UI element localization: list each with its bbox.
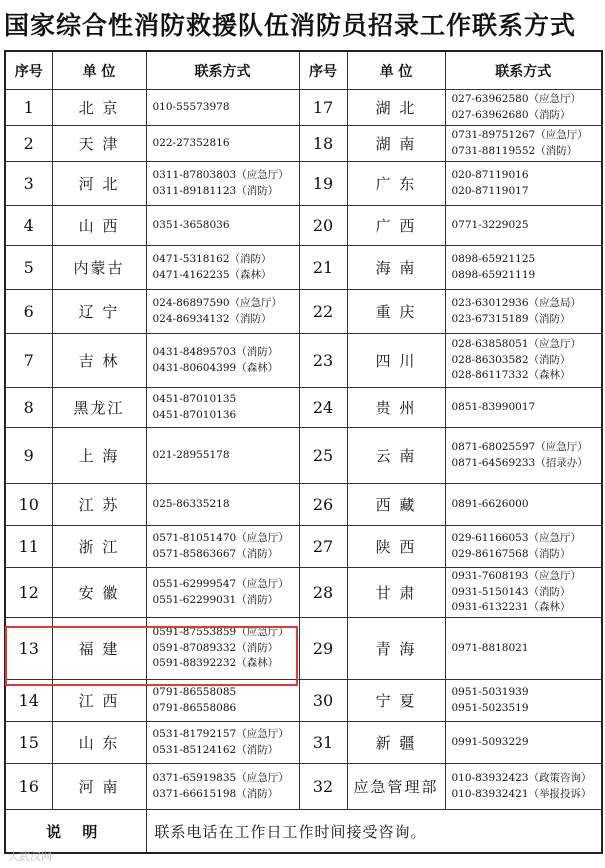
contact-cell xyxy=(146,90,299,126)
contact-phone: 0371-65919835（应急厅） xyxy=(152,772,289,784)
contact-phone: 0471-4162235（森林） xyxy=(152,268,272,281)
unit-name: 青 海 xyxy=(347,618,445,680)
row-number: 31 xyxy=(299,722,347,764)
contact-cell xyxy=(445,680,602,722)
row-number: 23 xyxy=(299,334,347,388)
contact-cell xyxy=(146,388,299,428)
contact-phone: 0451-87010136 xyxy=(152,408,237,421)
contact-phone: 010-83932423（政策咨询） xyxy=(451,772,592,784)
row-number: 4 xyxy=(5,206,52,246)
table-row xyxy=(5,206,602,246)
row-number: 8 xyxy=(5,388,52,428)
unit-name: 宁 夏 xyxy=(347,680,445,722)
header-contact: 联系方式 xyxy=(146,51,299,90)
contact-phone: 024-86934132（消防） xyxy=(152,312,272,325)
contact-table xyxy=(4,50,603,854)
contact-phone: 0891-6626000 xyxy=(451,497,529,510)
contact-phone: 028-86303582（消防） xyxy=(451,353,571,366)
contact-phone: 0991-5093229 xyxy=(451,735,529,748)
contact-cell xyxy=(445,90,602,126)
contact-phone: 0871-68025597（应急厅） xyxy=(451,441,588,453)
contact-phone: 0431-80604399（森林） xyxy=(152,361,279,374)
unit-name: 湖 南 xyxy=(347,126,445,162)
table-row xyxy=(5,484,602,526)
unit-name: 天 津 xyxy=(52,126,146,162)
contact-phone: 0971-8818021 xyxy=(451,641,529,654)
contact-phone: 010-55573978 xyxy=(152,100,230,113)
contact-cell xyxy=(445,290,602,334)
unit-name: 山 东 xyxy=(52,722,146,764)
unit-name: 内蒙古 xyxy=(52,246,146,290)
contact-cell xyxy=(445,162,602,206)
contact-cell xyxy=(146,246,299,290)
row-number: 6 xyxy=(5,290,52,334)
contact-cell xyxy=(146,764,299,810)
contact-phone: 028-86117332（森林） xyxy=(451,369,571,382)
row-number: 10 xyxy=(5,484,52,526)
unit-name: 湖 北 xyxy=(347,90,445,126)
contact-phone: 0931-7608193（应急厅） xyxy=(451,570,582,583)
row-number: 13 xyxy=(5,618,52,680)
unit-name: 甘 肃 xyxy=(347,568,445,618)
unit-name: 江 苏 xyxy=(52,484,146,526)
contact-phone: 0898-65921119 xyxy=(451,268,536,281)
row-number: 32 xyxy=(299,764,347,810)
row-number: 25 xyxy=(299,428,347,484)
contact-cell xyxy=(445,722,602,764)
contact-cell xyxy=(146,484,299,526)
contact-phone: 0371-66615198（消防） xyxy=(152,787,279,800)
unit-name: 河 北 xyxy=(52,162,146,206)
table-row xyxy=(5,618,602,680)
row-number: 28 xyxy=(299,568,347,618)
unit-name: 河 南 xyxy=(52,764,146,810)
header-seq: 序号 xyxy=(299,51,347,90)
contact-cell xyxy=(146,162,299,206)
unit-name: 重 庆 xyxy=(347,290,445,334)
unit-name: 辽 宁 xyxy=(52,290,146,334)
contact-cell xyxy=(445,484,602,526)
row-number: 20 xyxy=(299,206,347,246)
table-row xyxy=(5,388,602,428)
unit-name: 广 东 xyxy=(347,162,445,206)
contact-cell xyxy=(445,428,602,484)
table-row xyxy=(5,526,602,568)
contact-phone: 0551-62299031（消防） xyxy=(152,593,279,606)
contact-phone: 0591-87089332（消防） xyxy=(152,641,279,654)
row-number: 11 xyxy=(5,526,52,568)
contact-phone: 0311-87803803（应急厅） xyxy=(152,169,289,181)
table-row xyxy=(5,764,602,810)
table-row xyxy=(5,90,602,126)
contact-cell xyxy=(146,126,299,162)
contact-phone: 0898-65921125 xyxy=(451,253,536,265)
contact-phone: 0791-86558086 xyxy=(152,701,237,714)
contact-phone: 022-27352816 xyxy=(152,136,230,149)
row-number: 12 xyxy=(5,568,52,618)
unit-name: 黑龙江 xyxy=(52,388,146,428)
unit-name: 福 建 xyxy=(52,618,146,680)
row-number: 27 xyxy=(299,526,347,568)
contact-phone: 0951-5023519 xyxy=(451,701,529,714)
contact-phone: 024-86897590（应急厅） xyxy=(152,297,283,309)
row-number: 22 xyxy=(299,290,347,334)
contact-phone: 0951-5031939 xyxy=(451,686,529,698)
contact-phone: 027-63962580（应急厅） xyxy=(451,93,582,105)
contact-phone: 010-83932421（举报投诉） xyxy=(451,787,592,800)
unit-name: 新 疆 xyxy=(347,722,445,764)
contact-phone: 0771-3229025 xyxy=(451,218,529,231)
contact-cell xyxy=(146,334,299,388)
unit-name: 广 西 xyxy=(347,206,445,246)
row-number: 3 xyxy=(5,162,52,206)
unit-name: 四 川 xyxy=(347,334,445,388)
unit-name: 应急管理部 xyxy=(347,764,445,810)
row-number: 15 xyxy=(5,722,52,764)
contact-cell xyxy=(445,764,602,810)
contact-phone: 028-63858051（应急厅） xyxy=(451,338,582,351)
row-number: 7 xyxy=(5,334,52,388)
contact-phone: 0731-89751267（应急厅） xyxy=(451,129,588,141)
contact-phone: 023-67315189（消防） xyxy=(451,312,571,325)
contact-phone: 021-28955178 xyxy=(152,448,230,461)
table-row xyxy=(5,126,602,162)
contact-cell xyxy=(445,568,602,618)
contact-phone: 0571-81051470（应急厅） xyxy=(152,532,289,544)
unit-name: 上 海 xyxy=(52,428,146,484)
row-number: 21 xyxy=(299,246,347,290)
unit-name: 安 徽 xyxy=(52,568,146,618)
contact-cell xyxy=(445,618,602,680)
contact-phone: 027-63962680（消防） xyxy=(451,108,571,121)
contact-phone: 020-87119017 xyxy=(451,184,529,197)
contact-phone: 0311-89181123（消防） xyxy=(152,184,279,197)
unit-name: 西 藏 xyxy=(347,484,445,526)
row-number: 9 xyxy=(5,428,52,484)
row-number: 26 xyxy=(299,484,347,526)
contact-phone: 0431-84895703（消防） xyxy=(152,346,279,358)
unit-name: 浙 江 xyxy=(52,526,146,568)
contact-cell xyxy=(146,722,299,764)
table-header-row xyxy=(5,51,602,90)
contact-phone: 029-86167568（消防） xyxy=(451,547,571,560)
contact-phone: 0531-81792157（应急厅） xyxy=(152,728,289,740)
header-unit: 单 位 xyxy=(347,51,445,90)
unit-name: 贵 州 xyxy=(347,388,445,428)
row-number: 16 xyxy=(5,764,52,810)
table-row xyxy=(5,246,602,290)
table-row xyxy=(5,680,602,722)
contact-phone: 0591-88392232（森林） xyxy=(152,657,279,670)
contact-cell xyxy=(146,206,299,246)
unit-name: 江 西 xyxy=(52,680,146,722)
contact-phone: 0351-3658036 xyxy=(152,218,230,231)
row-number: 17 xyxy=(299,90,347,126)
contact-phone: 0571-85863667（消防） xyxy=(152,547,279,560)
contact-phone: 0931-5150143（消防） xyxy=(451,585,571,598)
row-number: 1 xyxy=(5,90,52,126)
contact-phone: 0531-85124162（消防） xyxy=(152,743,279,756)
contact-phone: 0931-6132231（森林） xyxy=(451,601,571,614)
contact-cell xyxy=(445,246,602,290)
contact-phone: 0871-64569233（招录办） xyxy=(451,456,588,469)
contact-cell xyxy=(146,290,299,334)
unit-name: 北 京 xyxy=(52,90,146,126)
contact-cell xyxy=(445,526,602,568)
row-number: 2 xyxy=(5,126,52,162)
unit-name: 云 南 xyxy=(347,428,445,484)
contact-phone: 0551-62999547（应急厅） xyxy=(152,578,289,590)
header-seq: 序号 xyxy=(5,51,52,90)
table-row xyxy=(5,162,602,206)
header-contact: 联系方式 xyxy=(445,51,602,90)
row-number: 19 xyxy=(299,162,347,206)
contact-phone: 029-61166053（应急厅） xyxy=(451,532,582,544)
contact-cell xyxy=(146,428,299,484)
table-row xyxy=(5,568,602,618)
row-number: 30 xyxy=(299,680,347,722)
contact-cell xyxy=(146,526,299,568)
table-row xyxy=(5,334,602,388)
contact-cell xyxy=(445,126,602,162)
contact-cell xyxy=(445,388,602,428)
contact-cell xyxy=(146,568,299,618)
row-number: 14 xyxy=(5,680,52,722)
contact-phone: 025-86335218 xyxy=(152,497,230,510)
contact-phone: 0791-86558085 xyxy=(152,686,237,698)
unit-name: 陕 西 xyxy=(347,526,445,568)
header-unit: 单 位 xyxy=(52,51,146,90)
row-number: 5 xyxy=(5,246,52,290)
contact-cell xyxy=(445,334,602,388)
contact-phone: 0731-88119552（消防） xyxy=(451,144,578,157)
contact-phone: 0451-87010135 xyxy=(152,393,237,405)
row-number: 24 xyxy=(299,388,347,428)
notes-row xyxy=(5,810,602,854)
contact-cell xyxy=(146,680,299,722)
unit-name: 吉 林 xyxy=(52,334,146,388)
contact-cell xyxy=(146,618,299,680)
notes-label: 说 明 xyxy=(5,810,146,854)
page-title: 国家综合性消防救援队伍消防员招录工作联系方式 xyxy=(4,11,577,40)
unit-name: 山 西 xyxy=(52,206,146,246)
table-row xyxy=(5,290,602,334)
watermark-logo: 大武汉网 xyxy=(8,850,52,863)
table-row xyxy=(5,722,602,764)
unit-name: 海 南 xyxy=(347,246,445,290)
table-row xyxy=(5,428,602,484)
contact-phone: 0851-83990017 xyxy=(451,400,536,413)
contact-phone: 023-63012936（应急局） xyxy=(451,297,582,309)
notes-text: 联系电话在工作日工作时间接受咨询。 xyxy=(146,810,602,854)
contact-phone: 0471-5318162（消防） xyxy=(152,253,272,265)
row-number: 29 xyxy=(299,618,347,680)
contact-cell xyxy=(445,206,602,246)
contact-phone: 020-87119016 xyxy=(451,169,529,181)
contact-phone: 0591-87553859（应急厅） xyxy=(152,626,289,639)
row-number: 18 xyxy=(299,126,347,162)
